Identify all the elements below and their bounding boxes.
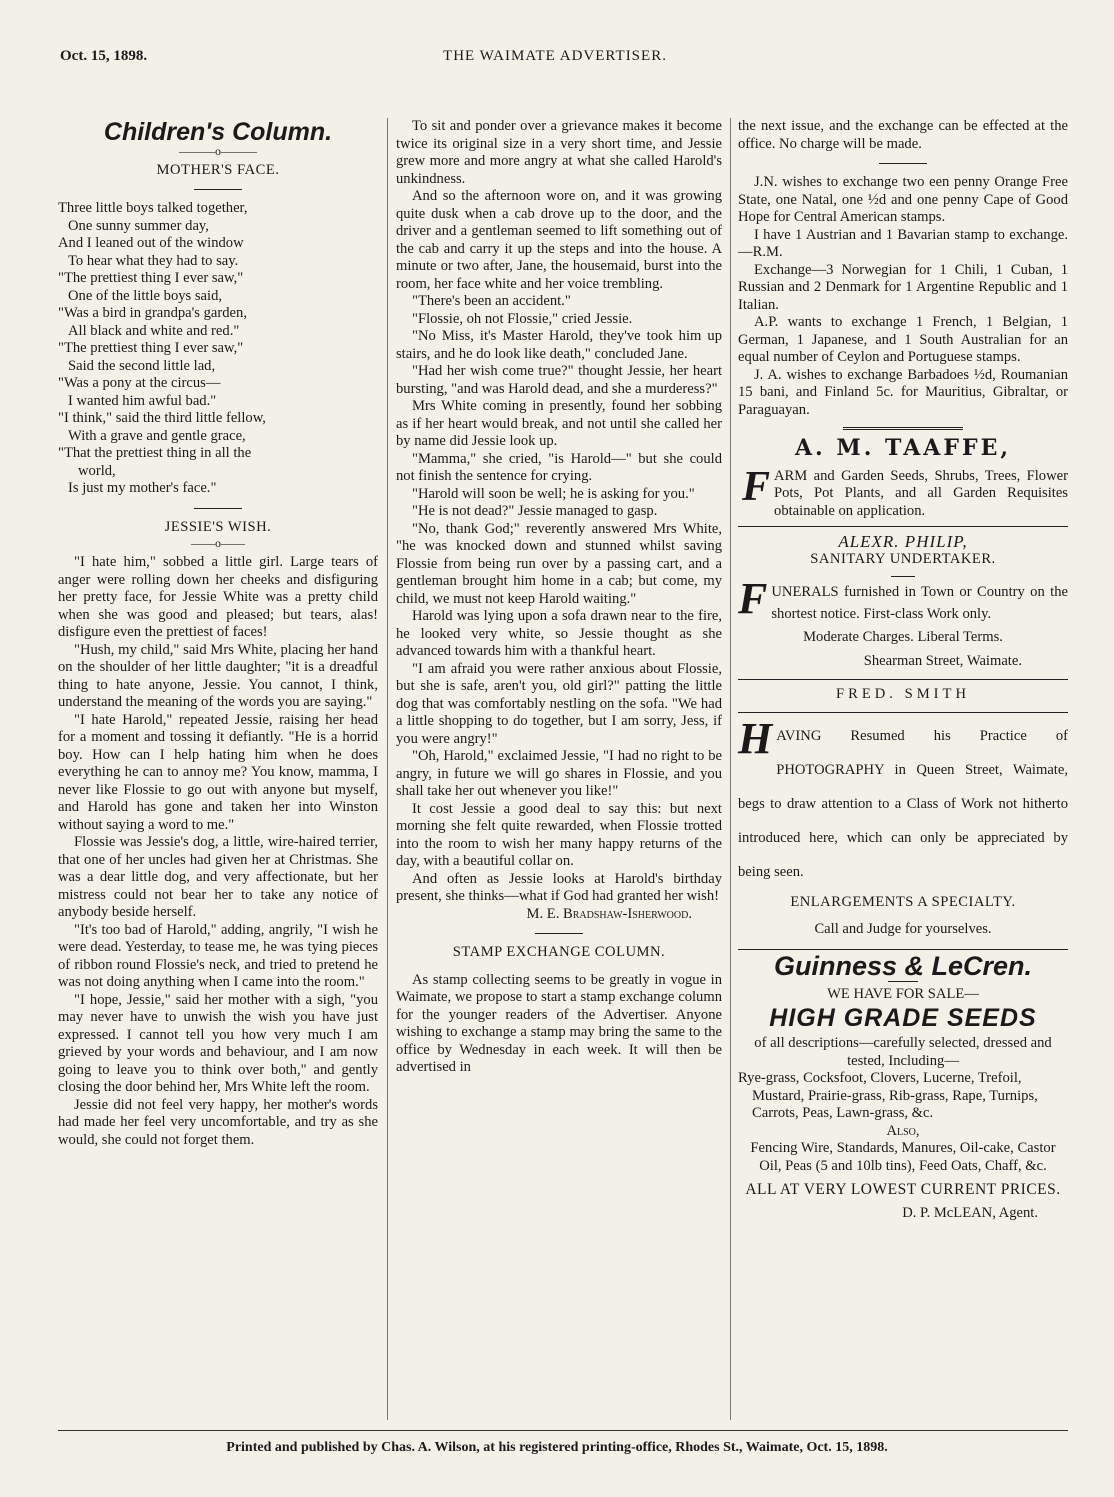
poem-line: With a grave and gentle grace, — [68, 427, 246, 444]
agent-name: D. P. McLEAN, Agent. — [902, 1204, 1038, 1221]
poem-line: world, — [78, 462, 116, 479]
story-title: JESSIE'S WISH. — [164, 518, 272, 535]
exchange-notice: I have 1 Austrian and 1 Bavarian stamp to exchange.—R.M. — [738, 226, 1068, 260]
poem-line: "Was a bird in grandpa's garden, — [58, 305, 247, 321]
advertiser-name: A. M. TAAFFE, — [794, 435, 1012, 461]
column-ads — [738, 118, 1068, 1222]
poem-line: One of the little boys said, — [68, 287, 223, 304]
paragraph: Flossie was Jessie's dog, a little, wire-haired terrier, that one of her uncles had given her at Christmas. She was a dear little dog, and very affectionate, but her mistress could not bear her to take any notice of anybody beside herself. — [58, 834, 378, 920]
advertiser-name: FRED. SMITH — [835, 686, 970, 702]
paragraph: "I hate him," sobbed a little girl. Large tears of anger were rolling down her cheeks and disfiguring her pretty face, for Jessie White was a pretty child when she was good and pleased; but tears, alas! disfigure even the prettiest of faces! — [58, 554, 378, 640]
rule — [891, 576, 915, 577]
separator: ——o—— — [191, 536, 245, 550]
rule — [194, 189, 242, 190]
ad-text: ARM and Garden Seeds, Shrubs, Trees, Flower Pots, Pot Plants, and all Garden Requisites obtainable on application. — [774, 467, 1068, 519]
paragraph: "Had her wish come true?" thought Jessie, her heart bursting, "and was Harold dead, and she a murderess?" — [396, 363, 722, 397]
exchange-notice: J.N. wishes to exchange two een penny Orange Free State, one Natal, one ½d and one penny Cape of Good Hope for Central American stamps. — [738, 174, 1068, 225]
poem-line: "Was a pony at the circus— — [58, 375, 221, 391]
ad-headline: HIGH GRADE SEEDS — [769, 1003, 1037, 1032]
issue-date: Oct. 15, 1898. — [60, 48, 148, 64]
paragraph: "I hate Harold," repeated Jessie, raising her head for a moment and tossing it defiantly. "He is a horrid boy. How can I help hating him when he does everything he can to annoy me? You know, mamma, I never like Flossie to go out with anyone but myself, and Harold has gone and taken her into Winston without saying a word to me." — [58, 711, 378, 833]
poem-line: Said the second little lad, — [68, 357, 216, 374]
poem-line: "The prettiest thing I ever saw," — [58, 270, 244, 286]
paragraph: the next issue, and the exchange can be effected at the office. No charge will be made. — [738, 118, 1068, 152]
paragraph: "Mamma," she cried, "is Harold—" but she could not finish the sentence for crying. — [396, 450, 722, 484]
rule — [888, 981, 918, 982]
paragraph: And often as Jessie looks at Harold's birthday present, she thinks—what if God had granted her wish! — [396, 870, 722, 904]
poem-line: Is just my mother's face." — [68, 480, 217, 496]
advertiser-title: SANITARY UNDERTAKER. — [810, 550, 996, 567]
poem-line: And I leaned out of the window — [58, 235, 244, 251]
paragraph: "No, thank God;" reverently answered Mrs White, "he was knocked down and stunned whilst saving Flossie from being run over by a passing cart, and a gentleman brought him home in a cab; but come, my child, we must not keep Harold waiting." — [396, 520, 722, 607]
rule — [535, 933, 583, 934]
paragraph: Harold was lying upon a sofa drawn near to the fire, he looked very white, so Jessie thought as she advanced towards him with a thankful heart. — [396, 608, 722, 659]
ad-text: UNERALS furnished in Town or Country on the shortest notice. First-class Work only. — [771, 584, 1068, 622]
poem-title: MOTHER'S FACE. — [156, 161, 280, 178]
paragraph: "He is not dead?" Jessie managed to gasp. — [412, 503, 658, 519]
drop-cap: H — [738, 713, 773, 763]
ad-philip — [738, 533, 1068, 673]
paragraph: Jessie did not feel very happy, her mother's words had made her feel very uncomfortable, and try as she would, she could not forget them. — [58, 1096, 378, 1148]
ad-text: Fencing Wire, Standards, Manures, Oil-cake, Castor Oil, Peas (5 and 10lb tins), Feed Oats, Chaff, &c. — [750, 1140, 1056, 1174]
ad-text: Shearman Street, Waimate. — [863, 653, 1022, 669]
column-story-cont — [396, 118, 722, 1077]
separator: ———o——— — [179, 143, 257, 158]
advertiser-name: ALEXR. PHILIP, — [838, 532, 968, 551]
poem-line: To hear what they had to say. — [68, 252, 239, 269]
exchange-notice: J. A. wishes to exchange Barbadoes ½d, Roumanian 15 bani, and Finland 5c. for Mauritius, Gibraltar, or Paraguayan. — [738, 366, 1068, 418]
ad-taaffe — [738, 435, 1068, 520]
paragraph: "I am afraid you were rather anxious about Flossie, but she is safe, aren't you, old girl?" patting the little dog that was comfortably nestling on the sofa. "We had a little shopping to do together, but I am sorry, Jess, if you were angry!" — [396, 660, 722, 747]
rule — [194, 508, 242, 509]
rule — [738, 526, 1068, 527]
ad-smith — [738, 686, 1068, 943]
paragraph: And so the afternoon wore on, and it was growing quite dusk when a cab drove up to the door, and the driver and a gentleman seemed to lift something out of the cab and carry it up the steps and into the house. A minute or two after, Jane, the housemaid, burst into the room, her face white and her voice trembling. — [396, 188, 722, 292]
author: M. E. Bradshaw-Isherwood. — [526, 905, 692, 922]
column-divider — [730, 118, 731, 1420]
ad-text: AVING Resumed his Practice of PHOTOGRAPHY in Queen Street, Waimate, begs to draw attention to a Class of Work not hitherto introduced here, which can only be appreciated by being seen. — [738, 727, 1068, 880]
footer-rule — [58, 1430, 1068, 1431]
paragraph: "There's been an accident." — [412, 293, 571, 309]
page-header — [40, 48, 1070, 72]
paragraph: "It's too bad of Harold," adding, angrily, "I wish he were dead. Yesterday, to tease me, he was tying pieces of ribbon round Flossie's neck, and tried to pretend he was not doing anything when I came into the room." — [58, 921, 378, 990]
poem-line: All black and white and red." — [68, 322, 240, 339]
poem — [58, 200, 378, 498]
exchange-notice: Exchange—3 Norwegian for 1 Chili, 1 Cuban, 1 Russian and 2 Denmark for 1 Argentine Republic and 1 Italian. — [738, 261, 1068, 313]
ad-text: WE HAVE FOR SALE— — [827, 986, 979, 1002]
poem-line: "I think," said the third little fellow, — [58, 410, 266, 426]
ad-text: of all descriptions—carefully selected, dressed and tested, Including— — [754, 1035, 1052, 1069]
poem-line: I wanted him awful bad." — [68, 392, 217, 409]
stamp-column-title: STAMP EXCHANGE COLUMN. — [452, 944, 666, 960]
ad-text: Call and Judge for yourselves. — [814, 920, 992, 937]
poem-line: "That the prettiest thing in all the — [58, 445, 252, 461]
rule — [879, 163, 927, 164]
paragraph: "Flossie, oh not Flossie," cried Jessie. — [412, 310, 633, 327]
ad-text: ENLARGEMENTS A SPECIALTY. — [790, 893, 1016, 910]
drop-cap: F — [742, 463, 771, 510]
ad-text: Moderate Charges. Liberal Terms. — [803, 629, 1003, 645]
imprint: Printed and published by Chas. A. Wilson, at his registered printing-office, Rhodes St., Waimate, Oct. 15, 1898. — [226, 1440, 888, 1455]
newspaper-title: THE WAIMATE ADVERTISER. — [443, 48, 667, 64]
paragraph: "Hush, my child," said Mrs White, placing her hand on the shoulder of her little daughter; "it is a dreadful thing to hate anyone, Jessie. You cannot, I think, understand the meaning of the words you are saying." — [58, 641, 378, 710]
poem-line: "The prettiest thing I ever saw," — [58, 340, 244, 356]
paragraph: "I hope, Jessie," said her mother with a sigh, "you may never have to unwish the wish you have just expressed. I cannot tell you how very much I am grieved by your words and behaviour, and I am now going to leave you to think over both," and gently closing the door behind her, Mrs White left the room. — [58, 991, 378, 1095]
poem-line: Three little boys talked together, — [58, 200, 248, 216]
paragraph: Mrs White coming in presently, found her sobbing as if her heart would break, and not until she called her by name did Jessie look up. — [396, 398, 722, 449]
rule — [738, 679, 1068, 680]
rule — [738, 949, 1068, 950]
paragraph: "No Miss, it's Master Harold, they've took him up stairs, and he do look like death," concluded Jane. — [396, 328, 722, 362]
paragraph: "Oh, Harold," exclaimed Jessie, "I had no right to be angry, in future we will go shares in Flossie, and you shall take her out whenever you like!" — [396, 748, 722, 799]
poem-line: One sunny summer day, — [68, 217, 209, 234]
paragraph: It cost Jessie a good deal to say this: but next morning she felt quite rewarded, when Flossie trotted into the room to wish her many happy returns of the day, with a beautiful collar on. — [396, 800, 722, 869]
ad-text: Also, — [886, 1122, 920, 1139]
drop-cap: F — [738, 574, 768, 623]
paragraph: As stamp collecting seems to be greatly in vogue in Waimate, we propose to start a stamp exchange column for the younger readers of the Advertiser. Anyone wishing to exchange a stamp may bring the same to the office by Wednesday in each week. It will then be advertised in — [396, 971, 722, 1075]
paragraph: "Harold will soon be well; he is asking for you." — [412, 485, 695, 502]
ad-text: Rye-grass, Cocksfoot, Clovers, Lucerne, Trefoil, Mustard, Prairie-grass, Rib-grass, Rape, Turnips, Carrots, Peas, Lawn-grass, &c. — [738, 1070, 1038, 1121]
ad-text: ALL AT VERY LOWEST CURRENT PRICES. — [745, 1181, 1061, 1198]
ad-guinness — [738, 950, 1068, 1223]
paragraph: To sit and ponder over a grievance makes it become twice its original size in a very short time, and Jessie grew more and more angry at what she called Harold's unkindness. — [396, 118, 722, 187]
rule — [843, 427, 963, 432]
column-childrens — [58, 118, 378, 1149]
exchange-notice: A.P. wants to exchange 1 French, 1 Belgian, 1 German, 1 Japanese, and 1 South Australian for an equal number of Ceylon and Portuguese stamps. — [738, 314, 1068, 365]
column-divider — [387, 118, 388, 1420]
advertiser-name: Guinness & LeCren. — [773, 950, 1033, 981]
rule — [738, 712, 1068, 713]
section-title: Children's Column. — [103, 118, 333, 146]
